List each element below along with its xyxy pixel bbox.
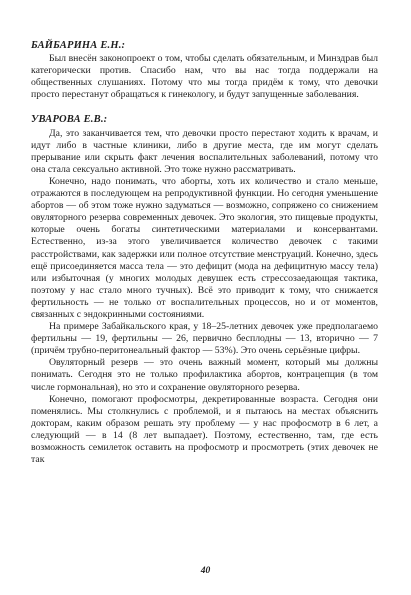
page-number: 40 (200, 566, 211, 576)
paragraph: Был внесён законопроект о том, чтобы сделать обязательным, и Минздрав был категорически против. Спасибо нам, что вы нас тогда поддержали на общественных слушаниях. Потому что мы тогда придём к тому, что девочки просто перестанут обращаться к гинекологу, и будут запущенные заболевания. (31, 53, 378, 101)
paragraph: Да, это заканчивается тем, что девочки просто перестают ходить к врачам, и идут либо в частные клиники, либо в другие места, где им могут сделать прерывание или скрыть факт лечения воспалительных заболеваний, потому что она стала сексуально активной. Это тоже нужно рассматривать. (31, 127, 378, 175)
paragraph: Овуляторный резерв — это очень важный момент, который мы должны понимать. Сегодня это не только профилактика абортов, контрацепция (в том числе гормональная), но это и сохранение овуляторного резерва. (31, 357, 378, 393)
paragraph: Конечно, надо понимать, что аборты, хоть их количество и стало меньше, отражаются в последующем на репродуктивной функции. Но сегодня уменьшение абортов — об этом тоже нужно задуматься — возможно, сопряжено со снижением овуляторного резерва современных девочек. Это экология, это пищевые продукты, которые очень богаты синтетическими материалами и консервантами. Естественно, из-за этого увеличивается количество девочек с такими расстройствами, как задержки или полное отсутствие менструаций. Конечно, здесь ещё присоединяется масса тела — это дефицит (мода на дефицитную массу тела) или избыточная (у многих молодых девушек есть стрессозаедающая тактика, поэтому у нас стало много тучных). Всё это приводит к тому, что снижается фертильность — не только от воспалительных процессов, но и от моментов, связанных с эндокринными состояниями. (31, 175, 378, 320)
paragraph: На примере Забайкальского края, у 18–25-летних девочек уже предполагаемо фертильны — 19, фертильны — 26, первично бесплодны — 13, вторично — 7 (причём трубно-перитонеальный фактор — 53%). Это очень серьёзные цифры. (31, 321, 378, 357)
paragraph: Конечно, помогают профосмотры, декретированные возраста. Сегодня они поменялись. Мы столкнулись с проблемой, и я пытаюсь на местах объяснить докторам, каким образом решать эту проблему — у нас профосмотр в 6 лет, а следующий — в 14 (8 лет выпадает). Поэтому, естественно, там, где есть возможность семилеток оставить на профосмотр и просмотреть (этих девочек не так (31, 393, 378, 466)
speaker-heading: УВАРОВА Е.В.: (31, 114, 108, 126)
text-column (31, 40, 378, 466)
speaker-heading: БАЙБАРИНА Е.Н.: (31, 40, 126, 51)
